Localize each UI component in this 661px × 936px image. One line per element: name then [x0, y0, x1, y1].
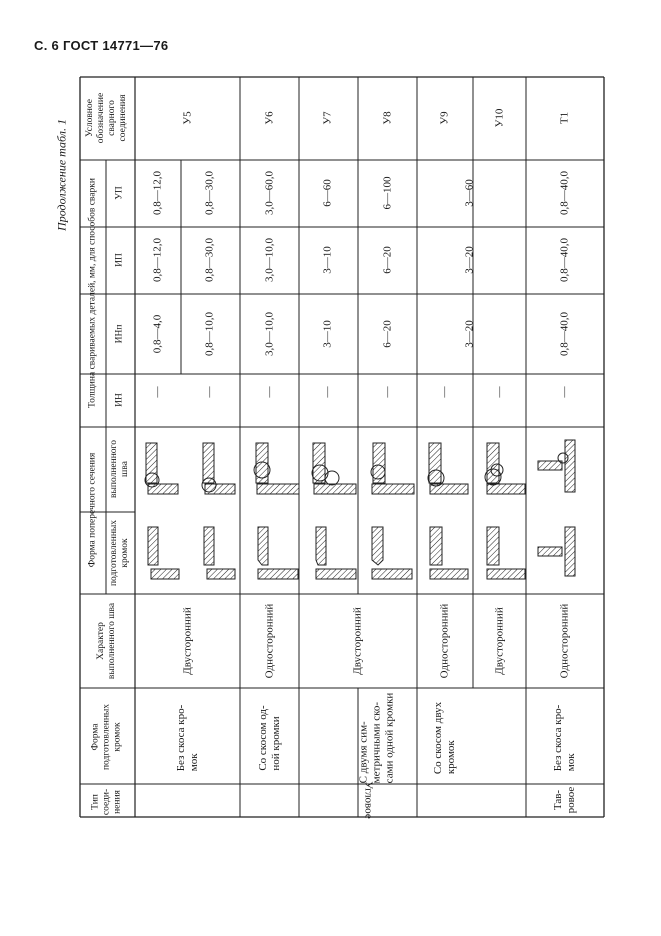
- executed-seam-drawing: [145, 440, 575, 494]
- page-header: С. 6 ГОСТ 14771—76: [34, 38, 169, 53]
- prepared-edge-drawing: [148, 527, 575, 579]
